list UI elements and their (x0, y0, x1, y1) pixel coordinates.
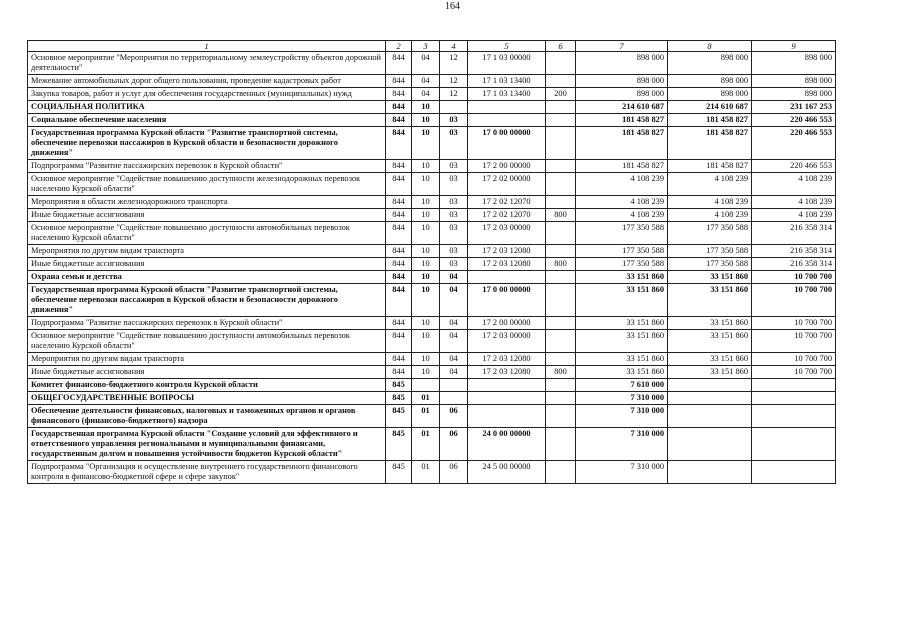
table-row (28, 405, 836, 428)
target-article-code: 17 2 00 00000 (468, 160, 546, 173)
amount-year-2: 33 151 860 (668, 366, 752, 379)
amount-year-1: 33 151 860 (576, 330, 668, 353)
section-code: 04 (412, 52, 440, 75)
col-header: 7 (576, 41, 668, 52)
col-header: 4 (440, 41, 468, 52)
expense-type-code (546, 114, 576, 127)
subsection-code: 12 (440, 88, 468, 101)
section-code: 10 (412, 245, 440, 258)
table-row (28, 461, 836, 484)
target-article-code: 17 2 03 12080 (468, 353, 546, 366)
amount-year-1: 181 458 827 (576, 127, 668, 160)
subsection-code: 04 (440, 317, 468, 330)
subsection-code (440, 379, 468, 392)
table-row (28, 75, 836, 88)
amount-year-3: 10 700 700 (752, 317, 836, 330)
row-name: Государственная программа Курской области "Создание условий для эффективного и ответственного управления региональными и муниципальными финансами, государственным долгом и повышения устойчивости бюджетов Курской области" (28, 428, 386, 461)
amount-year-1: 7 310 000 (576, 392, 668, 405)
amount-year-1: 33 151 860 (576, 366, 668, 379)
target-article-code: 17 0 00 00000 (468, 127, 546, 160)
expense-type-code (546, 127, 576, 160)
budget-table (27, 40, 836, 484)
amount-year-1: 7 310 000 (576, 405, 668, 428)
amount-year-3: 10 700 700 (752, 284, 836, 317)
expense-type-code (546, 245, 576, 258)
table-row (28, 284, 836, 317)
expense-type-code (546, 428, 576, 461)
table-row (28, 317, 836, 330)
subsection-code: 12 (440, 52, 468, 75)
amount-year-2: 181 458 827 (668, 127, 752, 160)
table-row (28, 330, 836, 353)
amount-year-2: 177 350 588 (668, 222, 752, 245)
expense-type-code (546, 353, 576, 366)
row-name: Основное мероприятие "Содействие повышению доступности автомобильных перевозок населению Курской области" (28, 222, 386, 245)
table-row (28, 196, 836, 209)
amount-year-1: 214 610 687 (576, 101, 668, 114)
amount-year-2 (668, 405, 752, 428)
target-article-code: 24 0 00 00000 (468, 428, 546, 461)
table-row (28, 127, 836, 160)
amount-year-1: 898 000 (576, 88, 668, 101)
amount-year-1: 33 151 860 (576, 353, 668, 366)
amount-year-3: 216 358 314 (752, 222, 836, 245)
amount-year-1: 4 108 239 (576, 173, 668, 196)
subsection-code: 04 (440, 271, 468, 284)
row-name: Подпрограмма "Развитие пассажирских перевозок в Курской области" (28, 317, 386, 330)
table-row (28, 271, 836, 284)
section-code: 10 (412, 196, 440, 209)
table-row (28, 114, 836, 127)
amount-year-3: 10 700 700 (752, 366, 836, 379)
section-code (412, 379, 440, 392)
ministry-code: 844 (386, 330, 412, 353)
amount-year-3: 220 466 553 (752, 127, 836, 160)
amount-year-2: 177 350 588 (668, 245, 752, 258)
amount-year-3: 898 000 (752, 52, 836, 75)
target-article-code: 17 1 03 00000 (468, 52, 546, 75)
ministry-code: 845 (386, 392, 412, 405)
amount-year-1: 898 000 (576, 52, 668, 75)
section-code: 04 (412, 88, 440, 101)
amount-year-1: 33 151 860 (576, 284, 668, 317)
row-name: Государственная программа Курской области "Развитие транспортной системы, обеспечение перевозки пассажиров в Курской области и безопасности дорожного движения" (28, 127, 386, 160)
expense-type-code (546, 196, 576, 209)
amount-year-3: 898 000 (752, 88, 836, 101)
table-row (28, 52, 836, 75)
expense-type-code: 200 (546, 88, 576, 101)
section-code: 10 (412, 353, 440, 366)
ministry-code: 844 (386, 271, 412, 284)
table-row (28, 160, 836, 173)
expense-type-code: 800 (546, 258, 576, 271)
target-article-code: 17 2 00 00000 (468, 317, 546, 330)
col-header: 5 (468, 41, 546, 52)
ministry-code: 845 (386, 428, 412, 461)
target-article-code: 17 2 03 12080 (468, 366, 546, 379)
section-code: 10 (412, 222, 440, 245)
amount-year-3: 216 358 314 (752, 258, 836, 271)
amount-year-1: 177 350 588 (576, 222, 668, 245)
row-name: Мероприятия по другим видам транспорта (28, 353, 386, 366)
row-name: Основное мероприятие "Содействие повышению доступности железнодорожных перевозок населению Курской области" (28, 173, 386, 196)
col-header: 8 (668, 41, 752, 52)
subsection-code: 03 (440, 127, 468, 160)
table-row (28, 428, 836, 461)
expense-type-code (546, 271, 576, 284)
table-row (28, 379, 836, 392)
col-header: 3 (412, 41, 440, 52)
amount-year-2: 33 151 860 (668, 284, 752, 317)
target-article-code: 17 2 02 12070 (468, 209, 546, 222)
section-code: 10 (412, 114, 440, 127)
amount-year-3: 231 167 253 (752, 101, 836, 114)
col-header: 6 (546, 41, 576, 52)
target-article-code (468, 392, 546, 405)
expense-type-code (546, 222, 576, 245)
amount-year-1: 181 458 827 (576, 114, 668, 127)
amount-year-2: 214 610 687 (668, 101, 752, 114)
section-code: 01 (412, 392, 440, 405)
ministry-code: 844 (386, 196, 412, 209)
subsection-code: 06 (440, 461, 468, 484)
table-row (28, 173, 836, 196)
expense-type-code (546, 317, 576, 330)
section-code: 10 (412, 258, 440, 271)
expense-type-code (546, 284, 576, 317)
target-article-code: 24 5 00 00000 (468, 461, 546, 484)
amount-year-3: 4 108 239 (752, 173, 836, 196)
row-name: Иные бюджетные ассигнования (28, 366, 386, 379)
target-article-code (468, 114, 546, 127)
expense-type-code (546, 52, 576, 75)
row-name: СОЦИАЛЬНАЯ ПОЛИТИКА (28, 101, 386, 114)
amount-year-1: 177 350 588 (576, 258, 668, 271)
row-name: Охрана семьи и детства (28, 271, 386, 284)
col-header: 2 (386, 41, 412, 52)
amount-year-1: 177 350 588 (576, 245, 668, 258)
amount-year-3: 216 358 314 (752, 245, 836, 258)
subsection-code (440, 392, 468, 405)
ministry-code: 844 (386, 366, 412, 379)
row-name: Основное мероприятие "Мероприятия по территориальному землеустройству объектов дорожной деятельности" (28, 52, 386, 75)
subsection-code: 04 (440, 353, 468, 366)
expense-type-code (546, 160, 576, 173)
ministry-code: 844 (386, 245, 412, 258)
row-name: Социальное обеспечение населения (28, 114, 386, 127)
amount-year-1: 33 151 860 (576, 271, 668, 284)
amount-year-1: 7 310 000 (576, 428, 668, 461)
amount-year-3: 220 466 553 (752, 114, 836, 127)
subsection-code: 03 (440, 209, 468, 222)
amount-year-2: 181 458 827 (668, 114, 752, 127)
expense-type-code: 800 (546, 366, 576, 379)
row-name: Иные бюджетные ассигнования (28, 258, 386, 271)
ministry-code: 844 (386, 353, 412, 366)
ministry-code: 844 (386, 114, 412, 127)
amount-year-3 (752, 405, 836, 428)
section-code: 10 (412, 366, 440, 379)
target-article-code: 17 1 03 13400 (468, 75, 546, 88)
table-row (28, 392, 836, 405)
amount-year-2 (668, 428, 752, 461)
amount-year-3 (752, 461, 836, 484)
amount-year-2 (668, 392, 752, 405)
col-header: 9 (752, 41, 836, 52)
target-article-code: 17 2 02 00000 (468, 173, 546, 196)
target-article-code (468, 405, 546, 428)
target-article-code (468, 379, 546, 392)
target-article-code (468, 101, 546, 114)
amount-year-1: 4 108 239 (576, 209, 668, 222)
section-code: 10 (412, 284, 440, 317)
amount-year-1: 33 151 860 (576, 317, 668, 330)
ministry-code: 844 (386, 88, 412, 101)
subsection-code: 03 (440, 258, 468, 271)
section-code: 01 (412, 405, 440, 428)
amount-year-2: 4 108 239 (668, 173, 752, 196)
expense-type-code (546, 75, 576, 88)
table-row (28, 258, 836, 271)
subsection-code: 04 (440, 284, 468, 317)
table-row (28, 353, 836, 366)
amount-year-3: 10 700 700 (752, 330, 836, 353)
amount-year-1: 4 108 239 (576, 196, 668, 209)
row-name: Мероприятия по другим видам транспорта (28, 245, 386, 258)
subsection-code: 04 (440, 366, 468, 379)
amount-year-2: 33 151 860 (668, 271, 752, 284)
row-name: Мероприятия в области железнодорожного транспорта (28, 196, 386, 209)
column-number-row (28, 41, 836, 52)
row-name: Закупка товаров, работ и услуг для обеспечения государственных (муниципальных) нужд (28, 88, 386, 101)
expense-type-code (546, 101, 576, 114)
ministry-code: 844 (386, 160, 412, 173)
amount-year-2: 4 108 239 (668, 196, 752, 209)
amount-year-2: 33 151 860 (668, 317, 752, 330)
amount-year-2: 898 000 (668, 88, 752, 101)
ministry-code: 844 (386, 258, 412, 271)
ministry-code: 845 (386, 379, 412, 392)
amount-year-2: 898 000 (668, 75, 752, 88)
amount-year-2: 177 350 588 (668, 258, 752, 271)
table-row (28, 366, 836, 379)
amount-year-3: 10 700 700 (752, 271, 836, 284)
expense-type-code (546, 461, 576, 484)
target-article-code: 17 2 02 12070 (468, 196, 546, 209)
subsection-code: 03 (440, 222, 468, 245)
row-name: Обеспечение деятельности финансовых, налоговых и таможенных органов и органов финансового (финансово-бюджетного) надзора (28, 405, 386, 428)
subsection-code: 12 (440, 75, 468, 88)
subsection-code: 03 (440, 173, 468, 196)
amount-year-1: 7 310 000 (576, 461, 668, 484)
row-name: Подпрограмма "Развитие пассажирских перевозок в Курской области" (28, 160, 386, 173)
ministry-code: 844 (386, 75, 412, 88)
amount-year-3 (752, 428, 836, 461)
expense-type-code (546, 379, 576, 392)
ministry-code: 844 (386, 317, 412, 330)
row-name: Подпрограмма "Организация и осуществление внутреннего государственного финансового контроля в финансово-бюджетной сфере и сфере закупок" (28, 461, 386, 484)
section-code: 10 (412, 317, 440, 330)
amount-year-3 (752, 392, 836, 405)
amount-year-2: 4 108 239 (668, 209, 752, 222)
amount-year-3: 10 700 700 (752, 353, 836, 366)
target-article-code: 17 2 03 12080 (468, 258, 546, 271)
target-article-code: 17 2 03 12080 (468, 245, 546, 258)
amount-year-2: 898 000 (668, 52, 752, 75)
amount-year-3: 220 466 553 (752, 160, 836, 173)
row-name: Основное мероприятие "Содействие повышению доступности автомобильных перевозок населению Курской области" (28, 330, 386, 353)
section-code: 01 (412, 428, 440, 461)
row-name: Комитет финансово-бюджетного контроля Курской области (28, 379, 386, 392)
subsection-code: 04 (440, 330, 468, 353)
ministry-code: 844 (386, 101, 412, 114)
section-code: 10 (412, 160, 440, 173)
amount-year-1: 181 458 827 (576, 160, 668, 173)
ministry-code: 844 (386, 173, 412, 196)
target-article-code: 17 1 03 13400 (468, 88, 546, 101)
target-article-code (468, 271, 546, 284)
amount-year-2: 33 151 860 (668, 330, 752, 353)
ministry-code: 844 (386, 52, 412, 75)
target-article-code: 17 0 00 00000 (468, 284, 546, 317)
row-name: Иные бюджетные ассигнования (28, 209, 386, 222)
row-name: ОБЩЕГОСУДАРСТВЕННЫЕ ВОПРОСЫ (28, 392, 386, 405)
subsection-code: 03 (440, 196, 468, 209)
subsection-code: 03 (440, 160, 468, 173)
expense-type-code (546, 330, 576, 353)
ministry-code: 844 (386, 127, 412, 160)
table-row (28, 245, 836, 258)
ministry-code: 844 (386, 284, 412, 317)
amount-year-3 (752, 379, 836, 392)
section-code: 10 (412, 271, 440, 284)
table-row (28, 209, 836, 222)
table-row (28, 88, 836, 101)
expense-type-code (546, 405, 576, 428)
ministry-code: 845 (386, 405, 412, 428)
row-name: Государственная программа Курской области "Развитие транспортной системы, обеспечение перевозки пассажиров в Курской области и безопасности дорожного движения" (28, 284, 386, 317)
subsection-code: 03 (440, 245, 468, 258)
ministry-code: 845 (386, 461, 412, 484)
section-code: 10 (412, 127, 440, 160)
section-code: 10 (412, 173, 440, 196)
section-code: 04 (412, 75, 440, 88)
expense-type-code (546, 392, 576, 405)
target-article-code: 17 2 03 00000 (468, 222, 546, 245)
table-row (28, 222, 836, 245)
subsection-code: 06 (440, 405, 468, 428)
amount-year-3: 4 108 239 (752, 209, 836, 222)
subsection-code: 06 (440, 428, 468, 461)
expense-type-code: 800 (546, 209, 576, 222)
subsection-code (440, 101, 468, 114)
col-header: 1 (28, 41, 386, 52)
amount-year-2 (668, 461, 752, 484)
section-code: 10 (412, 101, 440, 114)
section-code: 10 (412, 209, 440, 222)
section-code: 01 (412, 461, 440, 484)
amount-year-1: 898 000 (576, 75, 668, 88)
ministry-code: 844 (386, 209, 412, 222)
amount-year-3: 4 108 239 (752, 196, 836, 209)
table-row (28, 101, 836, 114)
amount-year-2 (668, 379, 752, 392)
expense-type-code (546, 173, 576, 196)
amount-year-1: 7 610 000 (576, 379, 668, 392)
amount-year-2: 181 458 827 (668, 160, 752, 173)
target-article-code: 17 2 03 00000 (468, 330, 546, 353)
subsection-code: 03 (440, 114, 468, 127)
amount-year-2: 33 151 860 (668, 353, 752, 366)
section-code: 10 (412, 330, 440, 353)
page-number: 164 (445, 1, 460, 12)
amount-year-3: 898 000 (752, 75, 836, 88)
ministry-code: 844 (386, 222, 412, 245)
row-name: Межевание автомобильных дорог общего пользования, проведение кадастровых работ (28, 75, 386, 88)
